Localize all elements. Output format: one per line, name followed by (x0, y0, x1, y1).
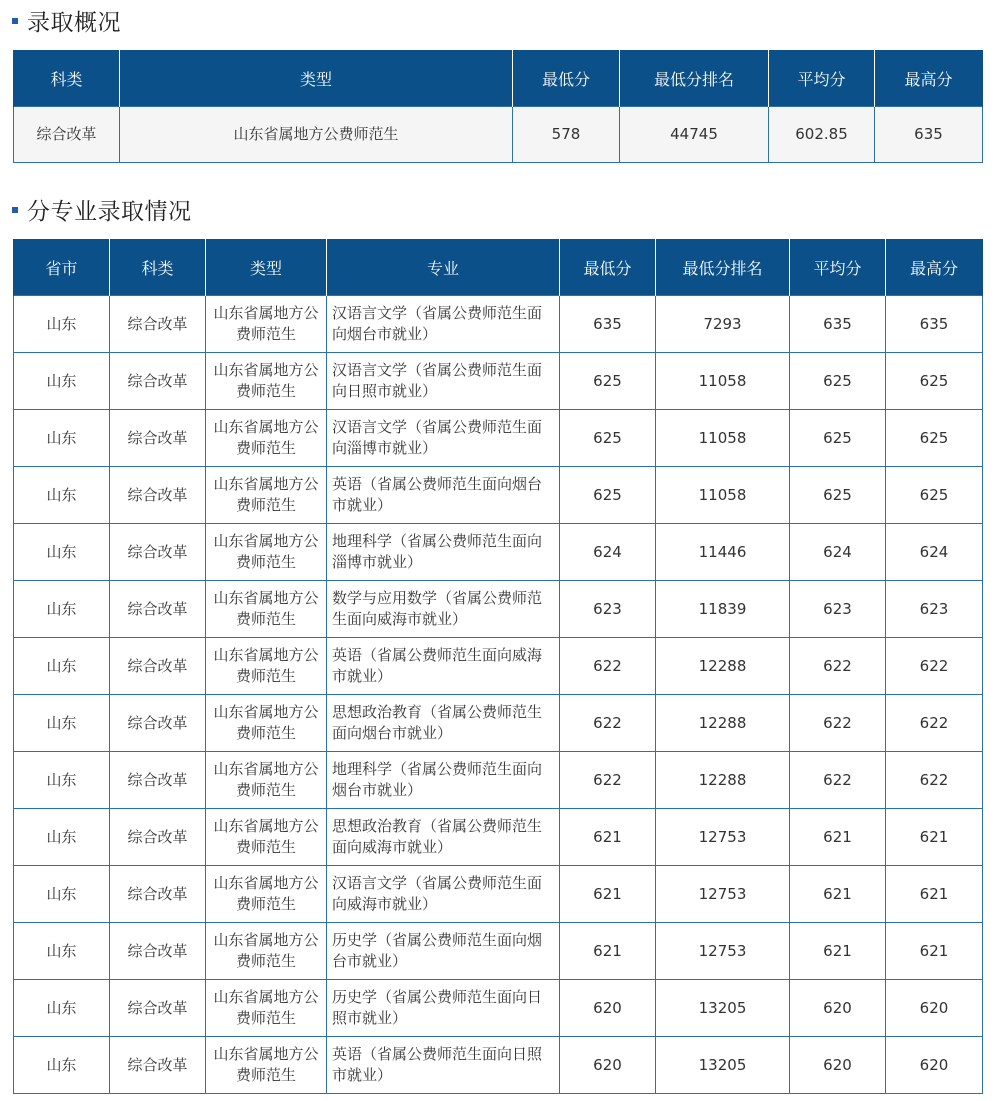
table-cell: 综合改革 (110, 638, 206, 695)
table-cell: 山东省属地方公费师范生 (206, 809, 327, 866)
table-cell: 山东 (14, 752, 110, 809)
table-row (14, 923, 983, 980)
table-cell: 635 (875, 107, 983, 163)
table-cell: 625 (560, 353, 656, 410)
table-cell: 综合改革 (110, 296, 206, 353)
table-cell: 12288 (656, 695, 790, 752)
table-cell: 620 (790, 1037, 886, 1094)
table-row (14, 809, 983, 866)
column-header: 平均分 (769, 50, 875, 107)
table-cell: 山东省属地方公费师范生 (206, 581, 327, 638)
column-header: 类型 (120, 50, 513, 107)
table-cell: 622 (886, 695, 983, 752)
table-cell: 山东 (14, 809, 110, 866)
table-cell: 7293 (656, 296, 790, 353)
table-cell: 山东 (14, 866, 110, 923)
table-cell: 汉语言文学（省属公费师范生面向威海市就业） (327, 866, 560, 923)
column-header: 专业 (327, 239, 560, 296)
column-header: 最低分排名 (620, 50, 769, 107)
table-cell: 山东省属地方公费师范生 (206, 296, 327, 353)
table-cell: 11446 (656, 524, 790, 581)
table-cell: 12288 (656, 638, 790, 695)
table-cell: 11058 (656, 353, 790, 410)
column-header: 最低分排名 (656, 239, 790, 296)
table-cell: 山东 (14, 695, 110, 752)
table-row (14, 752, 983, 809)
table-row (14, 296, 983, 353)
table-row (14, 1037, 983, 1094)
table-row (14, 980, 983, 1037)
column-header: 平均分 (790, 239, 886, 296)
table-cell: 综合改革 (110, 752, 206, 809)
table-cell: 624 (790, 524, 886, 581)
table-cell: 620 (560, 980, 656, 1037)
table-cell: 历史学（省属公费师范生面向日照市就业） (327, 980, 560, 1037)
table-cell: 621 (886, 809, 983, 866)
table-cell: 625 (886, 410, 983, 467)
table-cell: 622 (886, 638, 983, 695)
table-cell: 44745 (620, 107, 769, 163)
table-cell: 山东省属地方公费师范生 (206, 467, 327, 524)
square-bullet-icon (12, 18, 18, 24)
column-header: 最低分 (513, 50, 620, 107)
table-cell: 山东 (14, 980, 110, 1037)
column-header: 最高分 (875, 50, 983, 107)
column-header: 最低分 (560, 239, 656, 296)
table-cell: 综合改革 (110, 467, 206, 524)
table-cell: 历史学（省属公费师范生面向烟台市就业） (327, 923, 560, 980)
column-header: 科类 (110, 239, 206, 296)
table-cell: 635 (790, 296, 886, 353)
table-cell: 625 (560, 467, 656, 524)
table-cell: 山东省属地方公费师范生 (206, 866, 327, 923)
table-row (14, 638, 983, 695)
table-cell: 英语（省属公费师范生面向烟台市就业） (327, 467, 560, 524)
column-header: 省市 (14, 239, 110, 296)
table-cell: 山东省属地方公费师范生 (206, 980, 327, 1037)
table-cell: 625 (790, 410, 886, 467)
table-cell: 山东 (14, 410, 110, 467)
table-cell: 综合改革 (110, 353, 206, 410)
table-cell: 山东 (14, 524, 110, 581)
table-cell: 汉语言文学（省属公费师范生面向淄博市就业） (327, 410, 560, 467)
table-cell: 621 (790, 866, 886, 923)
table-cell: 621 (790, 923, 886, 980)
table-cell: 山东省属地方公费师范生 (120, 107, 513, 163)
admission-overview-table (13, 50, 983, 163)
table-cell: 综合改革 (110, 695, 206, 752)
table-row (14, 524, 983, 581)
table-cell: 625 (560, 410, 656, 467)
table-cell: 山东省属地方公费师范生 (206, 1037, 327, 1094)
table-cell: 11058 (656, 410, 790, 467)
admission-overview-title: 录取概况 (27, 9, 121, 36)
table-cell: 山东 (14, 467, 110, 524)
table-cell: 623 (886, 581, 983, 638)
table-cell: 578 (513, 107, 620, 163)
table-cell: 620 (886, 980, 983, 1037)
table-row (14, 695, 983, 752)
column-header: 科类 (14, 50, 120, 107)
table-cell: 综合改革 (110, 980, 206, 1037)
table-cell: 12288 (656, 752, 790, 809)
table-cell: 621 (560, 923, 656, 980)
table-cell: 综合改革 (110, 809, 206, 866)
table-cell: 综合改革 (110, 866, 206, 923)
table-cell: 汉语言文学（省属公费师范生面向日照市就业） (327, 353, 560, 410)
table-cell: 623 (790, 581, 886, 638)
table-cell: 综合改革 (110, 524, 206, 581)
table-cell: 622 (790, 752, 886, 809)
table-cell: 602.85 (769, 107, 875, 163)
table-cell: 621 (560, 866, 656, 923)
major-admission-table (13, 239, 983, 1094)
table-cell: 620 (886, 1037, 983, 1094)
table-cell: 624 (560, 524, 656, 581)
table-cell: 621 (560, 809, 656, 866)
table-cell: 11839 (656, 581, 790, 638)
table-cell: 山东省属地方公费师范生 (206, 353, 327, 410)
table-cell: 622 (886, 752, 983, 809)
table-cell: 综合改革 (110, 923, 206, 980)
table-row (14, 410, 983, 467)
major-admission-title: 分专业录取情况 (27, 198, 192, 225)
table-cell: 620 (560, 1037, 656, 1094)
table-cell: 622 (790, 695, 886, 752)
table-row (14, 107, 983, 163)
table-cell: 山东省属地方公费师范生 (206, 923, 327, 980)
table-cell: 山东 (14, 353, 110, 410)
table-row (14, 866, 983, 923)
table-cell: 山东 (14, 923, 110, 980)
table-cell: 625 (886, 353, 983, 410)
table-cell: 13205 (656, 1037, 790, 1094)
table-cell: 622 (560, 638, 656, 695)
table-cell: 山东 (14, 581, 110, 638)
table-cell: 山东 (14, 1037, 110, 1094)
table-cell: 622 (560, 752, 656, 809)
table-cell: 620 (790, 980, 886, 1037)
table-cell: 山东省属地方公费师范生 (206, 524, 327, 581)
table-cell: 635 (886, 296, 983, 353)
table-cell: 12753 (656, 809, 790, 866)
table-cell: 623 (560, 581, 656, 638)
table-cell: 思想政治教育（省属公费师范生面向烟台市就业） (327, 695, 560, 752)
table-cell: 思想政治教育（省属公费师范生面向威海市就业） (327, 809, 560, 866)
table-cell: 综合改革 (110, 1037, 206, 1094)
table-row (14, 581, 983, 638)
table-cell: 综合改革 (14, 107, 120, 163)
major-admission-heading (12, 192, 192, 226)
square-bullet-icon (12, 207, 18, 213)
table-cell: 12753 (656, 866, 790, 923)
table-cell: 622 (790, 638, 886, 695)
table-cell: 625 (790, 353, 886, 410)
table-cell: 624 (886, 524, 983, 581)
table-cell: 山东 (14, 638, 110, 695)
table-row (14, 353, 983, 410)
table-cell: 地理科学（省属公费师范生面向淄博市就业） (327, 524, 560, 581)
table-cell: 数学与应用数学（省属公费师范生面向威海市就业） (327, 581, 560, 638)
table-cell: 英语（省属公费师范生面向日照市就业） (327, 1037, 560, 1094)
table-header-row (14, 239, 983, 296)
table-row (14, 467, 983, 524)
table-cell: 625 (886, 467, 983, 524)
table-cell: 621 (886, 866, 983, 923)
table-cell: 12753 (656, 923, 790, 980)
table-cell: 综合改革 (110, 410, 206, 467)
table-cell: 635 (560, 296, 656, 353)
table-cell: 621 (790, 809, 886, 866)
table-cell: 英语（省属公费师范生面向威海市就业） (327, 638, 560, 695)
table-cell: 625 (790, 467, 886, 524)
table-cell: 山东 (14, 296, 110, 353)
table-cell: 13205 (656, 980, 790, 1037)
table-cell: 622 (560, 695, 656, 752)
table-cell: 621 (886, 923, 983, 980)
column-header: 最高分 (886, 239, 983, 296)
table-header-row (14, 50, 983, 107)
table-cell: 11058 (656, 467, 790, 524)
table-cell: 综合改革 (110, 581, 206, 638)
table-cell: 山东省属地方公费师范生 (206, 638, 327, 695)
table-cell: 山东省属地方公费师范生 (206, 695, 327, 752)
table-cell: 山东省属地方公费师范生 (206, 752, 327, 809)
table-cell: 汉语言文学（省属公费师范生面向烟台市就业） (327, 296, 560, 353)
column-header: 类型 (206, 239, 327, 296)
admission-overview-heading (12, 3, 121, 37)
table-cell: 地理科学（省属公费师范生面向烟台市就业） (327, 752, 560, 809)
table-cell: 山东省属地方公费师范生 (206, 410, 327, 467)
